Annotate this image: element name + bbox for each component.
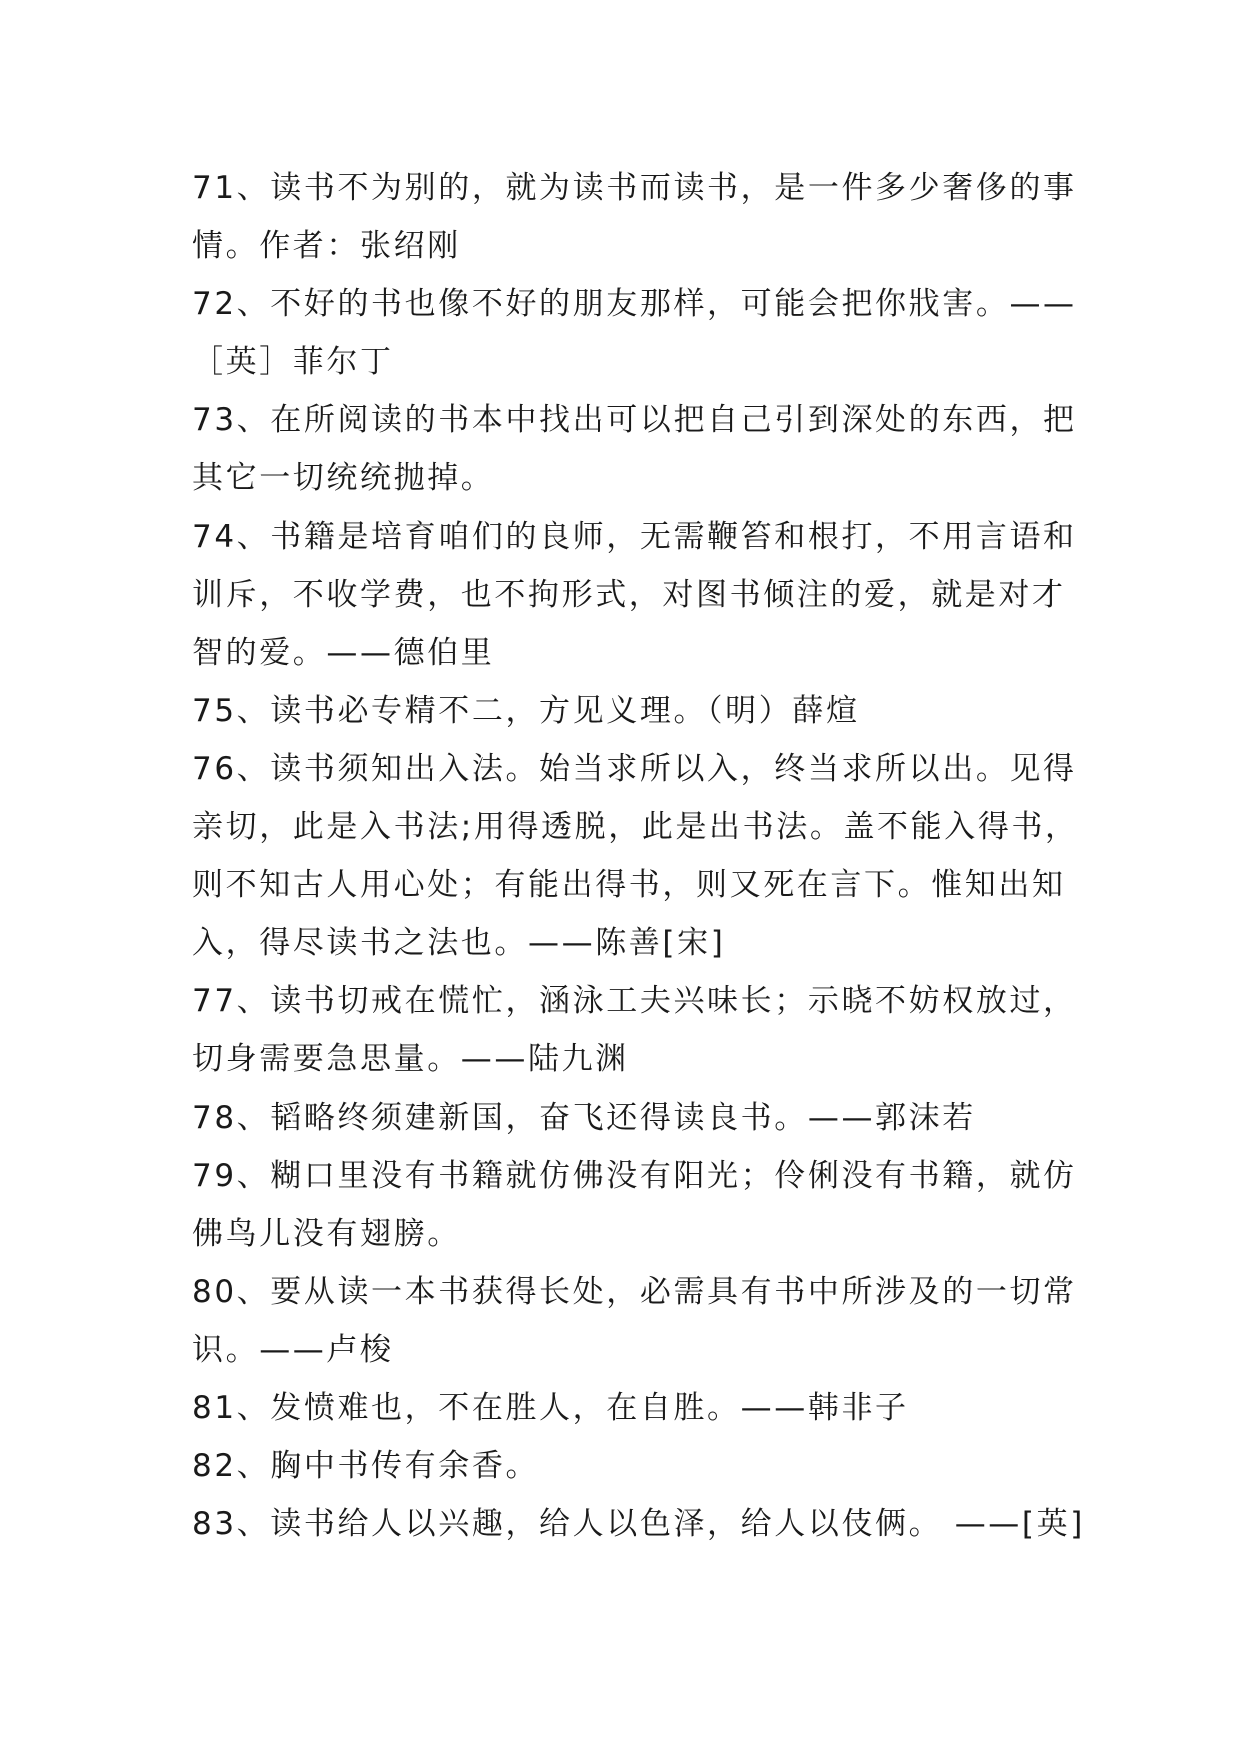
text-line: 80、要从读一本书获得长处，必需具有书中所涉及的一切常 (192, 1273, 1077, 1310)
text-line: 74、书籍是培育咱们的良师，无需鞭笞和根打，不用言语和 (192, 518, 1077, 555)
text-line: 则不知古人用心处；有能出得书，则又死在言下。惟知出知 (192, 867, 1066, 904)
text-line: 佛鸟儿没有翅膀。 (192, 1215, 461, 1252)
text-line: 82、胸中书传有余香。 (192, 1448, 540, 1485)
text-line: 75、读书必专精不二，方见义理。（明）薛煊 (192, 692, 860, 729)
quote-text-block (192, 159, 1085, 1553)
text-line: 77、读书切戒在慌忙，涵泳工夫兴味长；示晓不妨权放过， (192, 983, 1077, 1020)
text-line: 78、韬略终须建新国，奋飞还得读良书。——郭沫若 (192, 1099, 976, 1136)
text-line: 入，得尽读书之法也。——陈善[宋] (192, 925, 726, 962)
text-line: 其它一切统统抛掉。 (192, 460, 495, 497)
text-line: 71、读书不为别的，就为读书而读书，是一件多少奢侈的事 (192, 170, 1077, 206)
text-line: 训斥，不收学费，也不拘形式，对图书倾注的爱，就是对才 (192, 576, 1066, 613)
text-line: 智的爱。——德伯里 (192, 634, 495, 671)
text-line: 情。作者：张绍刚 (192, 228, 461, 265)
text-line: 76、读书须知出入法。始当求所以入，终当求所以出。见得 (192, 750, 1077, 787)
text-line: 83、读书给人以兴趣，给人以色泽，给人以伎俩。 ——[英] (192, 1506, 1085, 1543)
text-line: 72、不好的书也像不好的朋友那样，可能会把你戕害。—— (192, 286, 1077, 323)
text-line: 79、糊口里没有书籍就仿佛没有阳光；伶俐没有书籍，就仿 (192, 1157, 1077, 1194)
text-line: 识。——卢梭 (192, 1331, 394, 1368)
text-line: 81、发愤难也，不在胜人，在自胜。——韩非子 (192, 1389, 909, 1426)
text-line: 73、在所阅读的书本中找出可以把自己引到深处的东西，把 (192, 402, 1077, 439)
text-line: ［英］菲尔丁 (192, 344, 394, 381)
text-line: 亲切，此是入书法;用得透脱，此是出书法。盖不能入得书， (192, 809, 1079, 846)
text-line: 切身需要急思量。——陆九渊 (192, 1041, 629, 1078)
